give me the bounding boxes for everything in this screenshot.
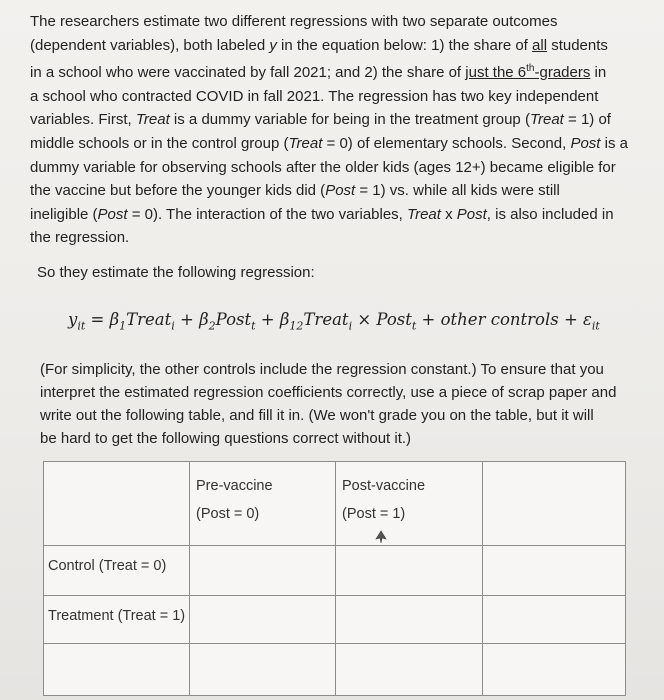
table-row xyxy=(44,596,626,644)
text-line: (dependent variables), both labeled y in the equation below: 1) the share of all students xyxy=(30,36,608,54)
table-cell xyxy=(336,596,483,644)
text-line: (For simplicity, the other controls include the regression constant.) To ensure that you xyxy=(40,361,604,378)
text-line: dummy variable for observing schools after the older kids (ages 12+) became eligible for xyxy=(30,158,616,176)
text-line: interpret the estimated regression coefficients correctly, use a piece of scrap paper and xyxy=(40,384,617,401)
text-line: ineligible (Post = 0). The interaction of the two variables, Treat x Post, is also included in xyxy=(30,205,614,223)
intro-paragraph xyxy=(30,10,640,250)
instructions-paragraph xyxy=(40,358,640,450)
text-line: the vaccine but before the younger kids did (Post = 1) vs. while all kids were still xyxy=(30,182,560,200)
table-header-row xyxy=(44,462,626,546)
table-cell xyxy=(190,644,336,696)
table-cell xyxy=(190,596,336,644)
text-line: a school who contracted COVID in fall 2021. The regression has two key independent xyxy=(30,87,599,105)
so-they-estimate-text: So they estimate the following regression: xyxy=(37,264,315,281)
table-cell xyxy=(483,644,626,696)
text-line: write out the following table, and fill it in. (We won't grade you on the table, but it will xyxy=(40,407,594,424)
text-line: middle schools or in the control group (Treat = 0) of elementary schools. Second, Post is a xyxy=(30,134,628,152)
table-header-cell xyxy=(483,462,626,546)
table-cell xyxy=(190,546,336,596)
treatment-row-label: Treatment (Treat = 1) xyxy=(44,596,190,644)
table-cell xyxy=(336,644,483,696)
text-line: the regression. xyxy=(30,229,130,247)
table-cell xyxy=(336,546,483,596)
table-cell xyxy=(483,596,626,644)
control-row-label: Control (Treat = 0) xyxy=(44,546,190,596)
post-vaccine-header: Post-vaccine (Post = 1) xyxy=(336,462,483,546)
table-cell xyxy=(483,546,626,596)
table-corner-cell xyxy=(44,462,190,546)
mouse-cursor-icon xyxy=(375,530,387,544)
table-row xyxy=(44,644,626,696)
text-line: in a school who were vaccinated by fall 2021; and 2) the share of just the 6th-graders in xyxy=(30,63,607,82)
pre-vaccine-header: Pre-vaccine (Post = 0) xyxy=(190,462,336,546)
text-line: variables. First, Treat is a dummy variable for being in the treatment group (Treat = 1) of xyxy=(30,111,611,129)
diff-in-diff-table xyxy=(43,461,626,696)
regression-equation: $y_{it}$ = $\beta_1Treat_i$ + $\beta_2Post_t$ + $\beta_{12}Treat_i$ × Post$_t$ + other controls + $\varepsilon_{it}$ xyxy=(68,310,600,333)
text-line: be hard to get the following questions correct without it.) xyxy=(40,430,412,447)
text-line: The researchers estimate two different regressions with two separate outcomes xyxy=(30,13,558,30)
table-cell xyxy=(44,644,190,696)
table-row xyxy=(44,546,626,596)
